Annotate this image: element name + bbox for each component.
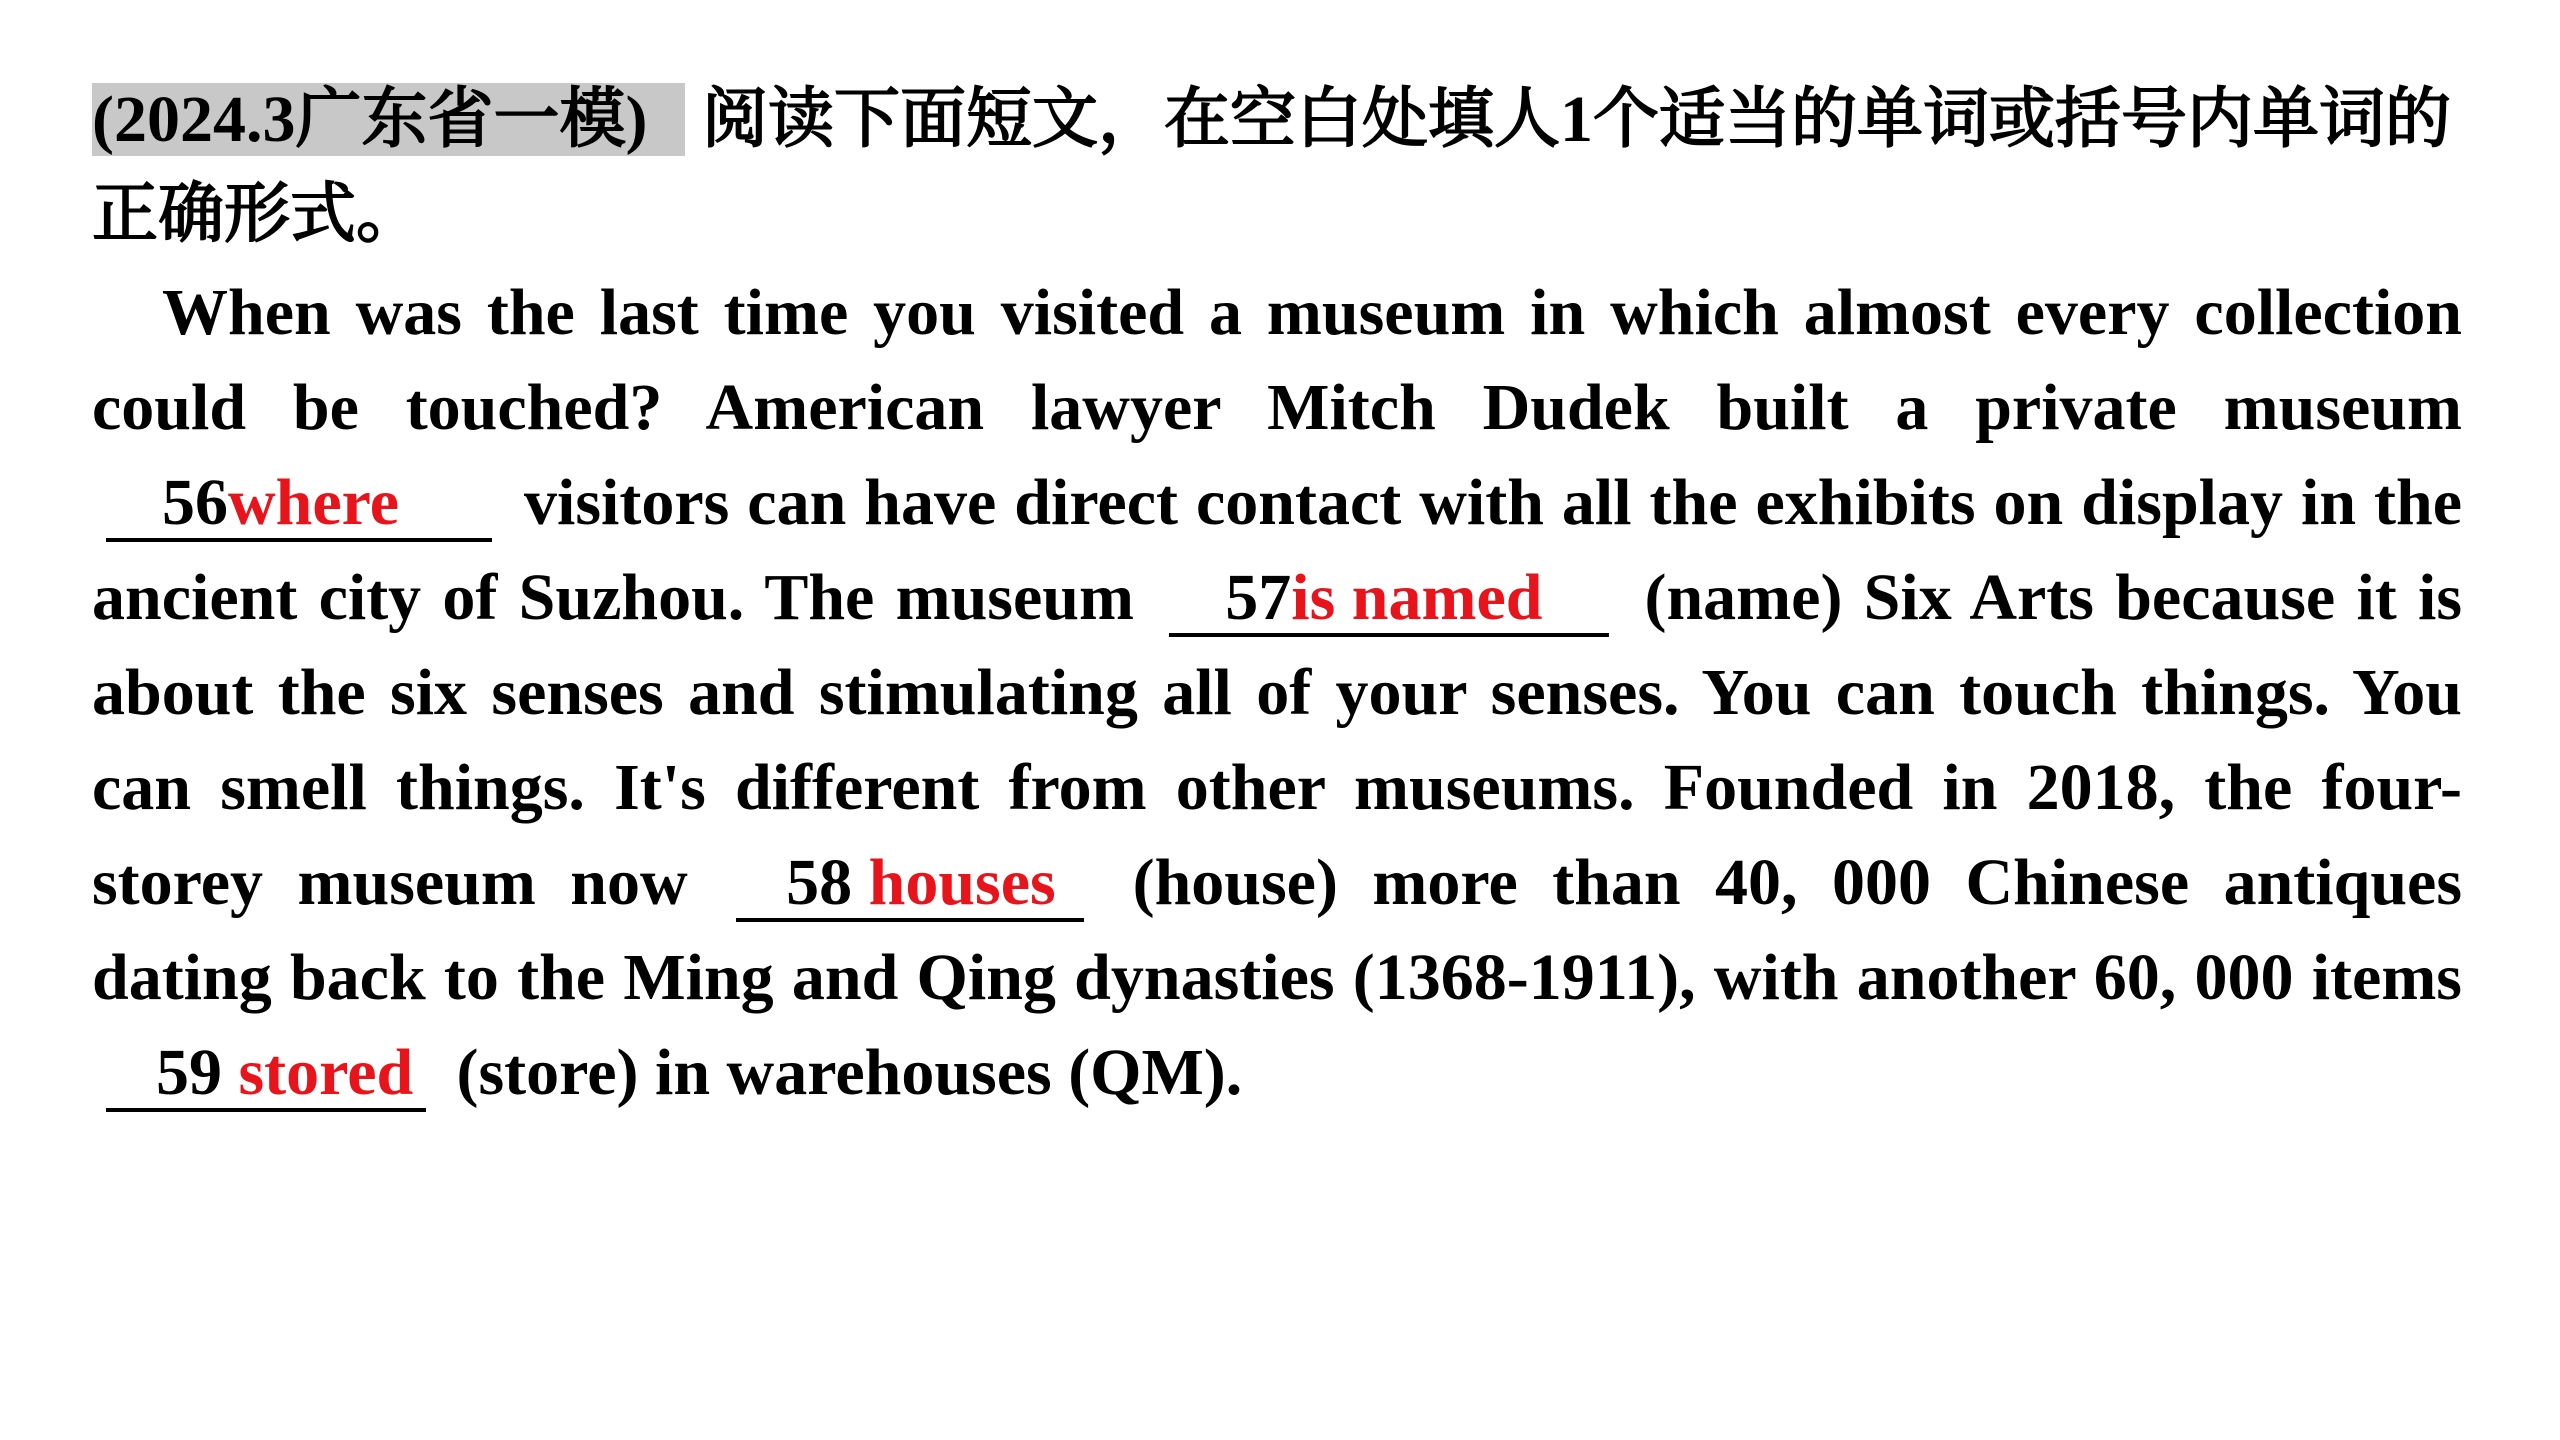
passage-segment: When was the last time you visited a museum in which almost every collection could be touched? American lawyer Mitch Dudek built a private museum bbox=[92, 276, 2462, 444]
blank-number: 58 bbox=[786, 846, 853, 919]
source-tag: (2024.3广东省一模) bbox=[92, 83, 685, 156]
blank-57 bbox=[1169, 563, 1609, 637]
blank-answer: is named bbox=[1291, 561, 1543, 634]
blank-answer: stored bbox=[238, 1036, 414, 1109]
blank-56 bbox=[106, 468, 492, 542]
blank-number: 57 bbox=[1225, 561, 1292, 634]
blank-58 bbox=[736, 848, 1084, 922]
passage-segment: visitors can have direct contact with all the exhibits on display in the ancient city of Suzhou. The museum bbox=[92, 466, 2463, 634]
passage-segment: (house) more than 40, 000 Chinese antiques dating back to the Ming and Qing dynasties (1368-1911), with another 60, 000 items bbox=[92, 846, 2463, 1014]
blank-number: 59 bbox=[156, 1036, 222, 1109]
passage-segment: (name) Six Arts because it is about the six senses and stimulating all of your senses. You can touch things. You can smell things. It's different from other museums. Founded in 2018, the four-storey museum now bbox=[92, 561, 2463, 919]
reading-passage bbox=[92, 265, 2462, 1120]
blank-59 bbox=[106, 1038, 426, 1112]
instruction-text: 阅读下面短文，在空白处填人1个适当的单词或括号内单词的正确形式。 bbox=[92, 83, 2451, 251]
blank-answer: where bbox=[228, 466, 400, 539]
blank-number: 56 bbox=[162, 466, 228, 539]
passage-segment: (store) in warehouses (QM). bbox=[456, 1036, 1243, 1109]
blank-answer: houses bbox=[868, 846, 1056, 919]
instruction bbox=[92, 72, 2472, 262]
